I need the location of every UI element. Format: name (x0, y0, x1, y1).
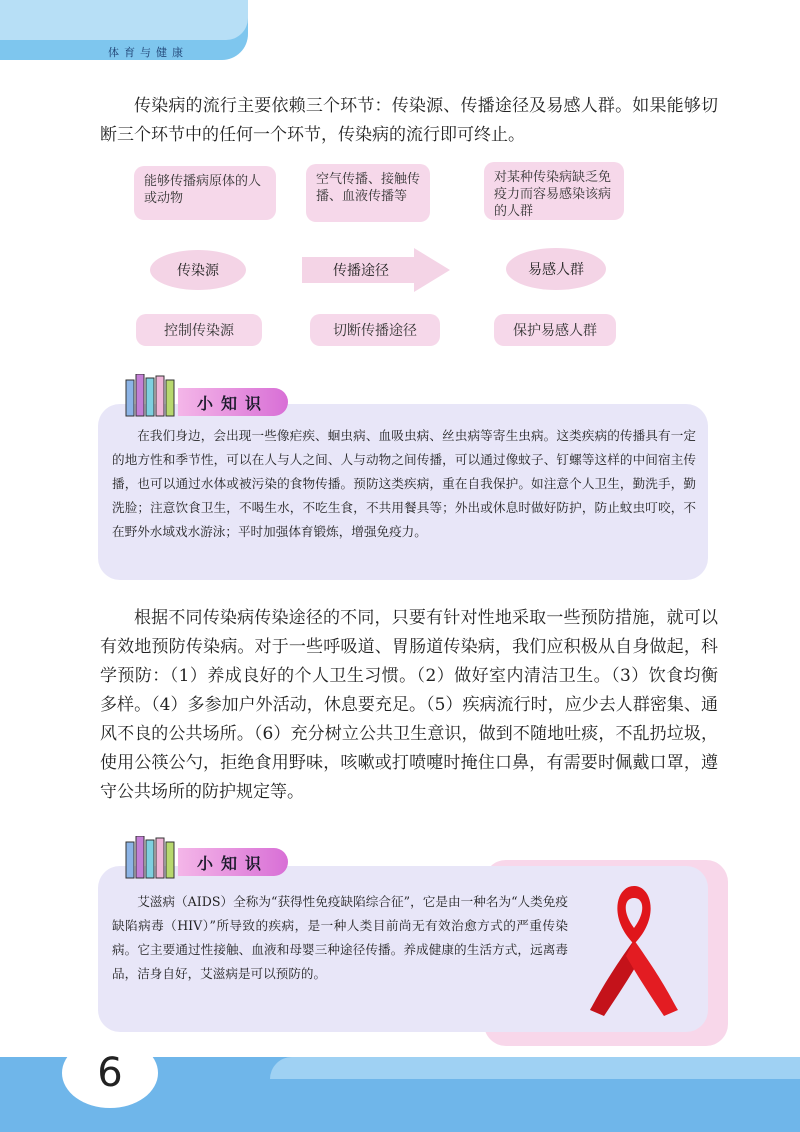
knowledge-paragraph-1: 在我们身边，会出现一些像疟疾、蛔虫病、血吸虫病、丝虫病等寄生虫病。这类疾病的传播具有一定的地方性和季节性，可以在人与人之间、人与动物之间传播，可以通过像蚊子、钉螺等这样的中间宿主传播，也可以通过水体或被污染的食物传播。预防这类疾病，重在自我保护。如注意个人卫生，勤洗手，勤洗脸；注意饮食卫生，不喝生水，不吃生食，不共用餐具等；外出或休息时做好防护，防止蚊虫叮咬，不在野外水域戏水游泳；平时加强体育锻炼，增强免疫力。 (112, 428, 696, 539)
knowledge-text-1 (112, 424, 696, 544)
page-number: 6 (97, 1050, 123, 1096)
prevention-text: 根据不同传染病传染途径的不同，只要有针对性地采取一些预防措施，就可以有效地预防传染病。对于一些呼吸道、胃肠道传染病，我们应积极从自身做起，科学预防：（1）养成良好的个人卫生习惯。（2）做好室内清洁卫生。（3）饮食均衡多样。（4）多参加户外活动，休息要充足。（5）疾病流行时，应少去人群密集、通风不良的公共场所。（6）充分树立公共卫生意识，做到不随地吐痰，不乱扔垃圾，使用公筷公勺，拒绝食用野味，咳嗽或打喷嚏时掩住口鼻，有需要时佩戴口罩，遵守公共场所的防护规定等。 (100, 608, 718, 802)
route-label: 传播途径 (333, 263, 389, 279)
page-number-oval (62, 1038, 158, 1108)
knowledge-label-2: 小知识 (178, 848, 288, 876)
books-icon (124, 374, 180, 418)
cut-route-box: 切断传播途径 (310, 314, 440, 346)
books-icon (124, 836, 180, 880)
route-description-box: 空气传播、接触传播、血液传播等 (306, 164, 430, 222)
running-header: 体育与健康 (108, 46, 188, 59)
red-ribbon-icon (588, 882, 680, 1016)
transmission-diagram (0, 0, 800, 360)
knowledge-paragraph-2: 艾滋病（AIDS）全称为“获得性免疫缺陷综合征”，它是由一种名为“人类免疫缺陷病毒（HIV）”所导致的疾病，是一种人类目前尚无有效治愈方式的严重传染病。它主要通过性接触、血液和母婴三种途径传播。养成健康的生活方式，远离毒品，洁身自好，艾滋病是可以预防的。 (112, 894, 568, 981)
knowledge-text-2 (112, 890, 568, 986)
prevention-paragraph (100, 604, 718, 807)
footer-band-top (270, 1057, 800, 1079)
susceptible-ellipse: 易感人群 (506, 248, 606, 290)
susceptible-description-box: 对某种传染病缺乏免疫力而容易感染该病的人群 (484, 162, 624, 220)
source-ellipse: 传染源 (150, 250, 246, 290)
intro-text: 传染病的流行主要依赖三个环节：传染源、传播途径及易感人群。如果能够切断三个环节中的任何一个环节，传染病的流行即可终止。 (100, 96, 718, 145)
source-description-box: 能够传播病原体的人或动物 (134, 166, 276, 220)
control-source-box: 控制传染源 (136, 314, 262, 346)
knowledge-label-1: 小知识 (178, 388, 288, 416)
protect-susceptible-box: 保护易感人群 (494, 314, 616, 346)
